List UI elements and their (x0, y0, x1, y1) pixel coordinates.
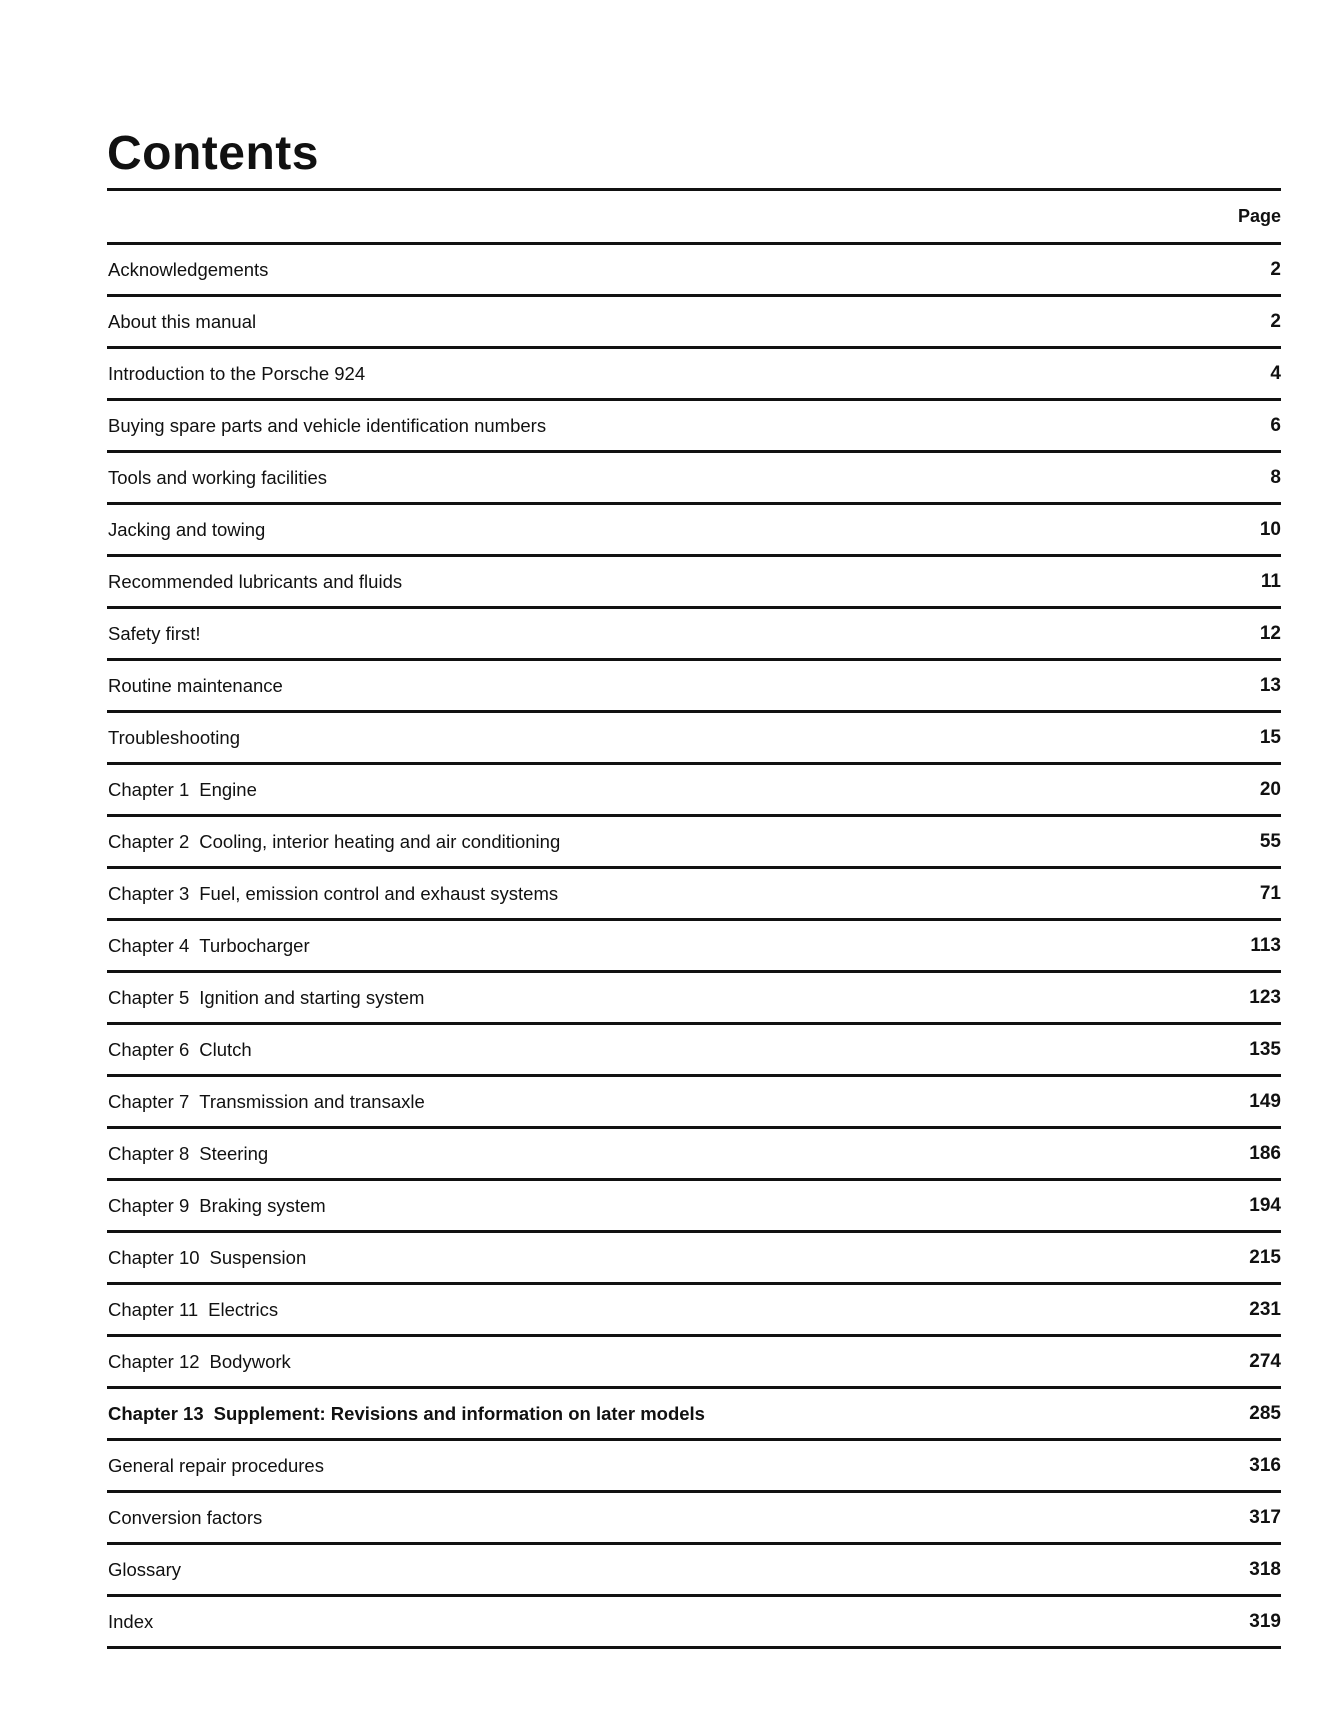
toc-page-number: 11 (1260, 570, 1281, 592)
chapter-number: Chapter 13 (108, 1402, 204, 1424)
toc-entry[interactable] (107, 453, 1281, 505)
toc-entry[interactable] (107, 1233, 1281, 1285)
toc-entry[interactable] (107, 609, 1281, 661)
toc-list (107, 245, 1281, 1649)
toc-entry-title (108, 1091, 425, 1113)
toc-entry-title (108, 259, 268, 281)
toc-entry[interactable] (107, 401, 1281, 453)
chapter-number: Chapter 1 (108, 778, 190, 800)
toc-entry-title (108, 1455, 324, 1477)
toc-page-number: 123 (1249, 986, 1281, 1008)
toc-entry-label: Routine maintenance (108, 674, 283, 696)
toc-page-number: 215 (1249, 1246, 1281, 1268)
toc-entry[interactable] (107, 661, 1281, 713)
toc-page-number: 285 (1249, 1402, 1281, 1424)
toc-page-number: 13 (1259, 674, 1281, 696)
toc-entry-label: Suspension (209, 1246, 307, 1268)
toc-entry-label: About this manual (108, 310, 257, 332)
toc-entry-label: Braking system (199, 1194, 326, 1216)
toc-entry-title (108, 935, 310, 957)
toc-entry-title (108, 727, 240, 749)
toc-entry-title (108, 519, 265, 541)
toc-entry-label: Steering (199, 1142, 269, 1164)
toc-entry[interactable] (107, 1077, 1281, 1129)
toc-entry[interactable] (107, 713, 1281, 765)
toc-entry-title (108, 623, 201, 645)
toc-entry-label: Acknowledgements (108, 258, 269, 280)
toc-entry-label: Fuel, emission control and exhaust systems (199, 882, 559, 904)
toc-entry[interactable] (107, 1597, 1281, 1649)
page-column-label: Page (1237, 206, 1281, 226)
toc-page-number: 317 (1249, 1506, 1281, 1528)
toc-entry[interactable] (107, 505, 1281, 557)
toc-page-number: 149 (1249, 1090, 1281, 1112)
toc-page-number: 274 (1249, 1350, 1281, 1372)
toc-entry-label: Electrics (208, 1298, 279, 1320)
page-title: Contents (107, 127, 319, 180)
toc-entry-label: General repair procedures (108, 1454, 324, 1476)
toc-page-number: 2 (1270, 258, 1281, 280)
toc-entry[interactable] (107, 245, 1281, 297)
toc-entry[interactable] (107, 1025, 1281, 1077)
toc-page-number: 2 (1270, 310, 1281, 332)
toc-entry-title (108, 467, 327, 489)
toc-entry-title (108, 1247, 306, 1269)
toc-entry-label: Glossary (108, 1558, 181, 1580)
toc-page-number: 20 (1259, 778, 1281, 800)
toc-entry[interactable] (107, 1181, 1281, 1233)
toc-entry-label: Buying spare parts and vehicle identification numbers (108, 414, 547, 436)
toc-entry-title (108, 1351, 291, 1373)
chapter-number: Chapter 4 (108, 934, 190, 956)
toc-page-number: 194 (1249, 1194, 1281, 1216)
toc-page-number: 71 (1259, 882, 1281, 904)
chapter-number: Chapter 11 (108, 1298, 199, 1320)
toc-entry[interactable] (107, 869, 1281, 921)
chapter-number: Chapter 7 (108, 1090, 190, 1112)
contents-page (107, 120, 1281, 1649)
toc-entry-title (108, 883, 558, 905)
toc-page-number: 8 (1270, 466, 1281, 488)
toc-entry-label: Conversion factors (108, 1506, 263, 1528)
toc-entry[interactable] (107, 297, 1281, 349)
toc-page-number: 186 (1249, 1142, 1281, 1164)
toc-entry[interactable] (107, 1389, 1281, 1441)
chapter-number: Chapter 10 (108, 1246, 200, 1268)
toc-entry-title (108, 1143, 268, 1165)
chapter-number: Chapter 8 (108, 1142, 190, 1164)
toc-page-number: 318 (1249, 1558, 1281, 1580)
toc-entry[interactable] (107, 557, 1281, 609)
toc-page-number: 113 (1250, 934, 1281, 956)
toc-entry-title (108, 675, 283, 697)
toc-entry-title (108, 987, 424, 1009)
toc-entry-label: Jacking and towing (108, 518, 266, 540)
toc-entry-title (108, 363, 365, 385)
toc-entry[interactable] (107, 1441, 1281, 1493)
toc-entry-label: Tools and working facilities (108, 466, 328, 488)
chapter-number: Chapter 12 (108, 1350, 200, 1372)
toc-entry-title (108, 1195, 326, 1217)
toc-entry-label: Supplement: Revisions and information on later models (213, 1402, 705, 1424)
toc-page-number: 15 (1259, 726, 1281, 748)
toc-entry-title (108, 1507, 262, 1529)
toc-page-number: 4 (1270, 362, 1281, 384)
chapter-number: Chapter 6 (108, 1038, 190, 1060)
toc-page-number: 10 (1259, 518, 1281, 540)
page-column-header (107, 191, 1281, 245)
toc-page-number: 55 (1259, 830, 1281, 852)
toc-entry-label: Troubleshooting (108, 726, 240, 748)
toc-entry[interactable] (107, 921, 1281, 973)
toc-page-number: 319 (1249, 1610, 1281, 1632)
toc-entry-label: Safety first! (108, 622, 201, 644)
chapter-number: Chapter 3 (108, 882, 190, 904)
toc-page-number: 231 (1249, 1298, 1281, 1320)
toc-page-number: 12 (1259, 622, 1281, 644)
chapter-number: Chapter 2 (108, 830, 190, 852)
toc-entry-title (108, 571, 402, 593)
toc-page-number: 135 (1249, 1038, 1281, 1060)
toc-page-number: 6 (1270, 414, 1281, 436)
toc-entry[interactable] (107, 1545, 1281, 1597)
toc-entry[interactable] (107, 973, 1281, 1025)
toc-entry-label: Ignition and starting system (199, 986, 425, 1008)
chapter-number: Chapter 9 (108, 1194, 190, 1216)
toc-entry-title (108, 1403, 705, 1425)
toc-entry[interactable] (107, 1493, 1281, 1545)
toc-entry-title (108, 415, 546, 437)
toc-entry-title (108, 831, 560, 853)
toc-entry-label: Bodywork (209, 1350, 291, 1372)
toc-entry-label: Recommended lubricants and fluids (108, 570, 403, 592)
toc-entry[interactable] (107, 765, 1281, 817)
toc-entry-label: Index (108, 1610, 154, 1632)
toc-entry-title (108, 311, 256, 333)
toc-entry-title (108, 1611, 153, 1633)
chapter-number: Chapter 5 (108, 986, 190, 1008)
toc-entry-title (108, 1299, 278, 1321)
toc-entry-label: Transmission and transaxle (199, 1090, 425, 1112)
toc-entry[interactable] (107, 1129, 1281, 1181)
toc-entry-label: Turbocharger (199, 934, 310, 956)
toc-entry[interactable] (107, 1285, 1281, 1337)
toc-entry-label: Cooling, interior heating and air conditioning (199, 830, 561, 852)
toc-entry[interactable] (107, 1337, 1281, 1389)
toc-entry-title (108, 779, 257, 801)
toc-entry[interactable] (107, 817, 1281, 869)
toc-page-number: 316 (1249, 1454, 1281, 1476)
toc-entry-label: Engine (199, 778, 257, 800)
toc-entry-title (108, 1039, 252, 1061)
toc-entry-label: Introduction to the Porsche 924 (108, 362, 366, 384)
toc-entry-title (108, 1559, 181, 1581)
toc-entry-label: Clutch (199, 1038, 252, 1060)
toc-entry[interactable] (107, 349, 1281, 401)
